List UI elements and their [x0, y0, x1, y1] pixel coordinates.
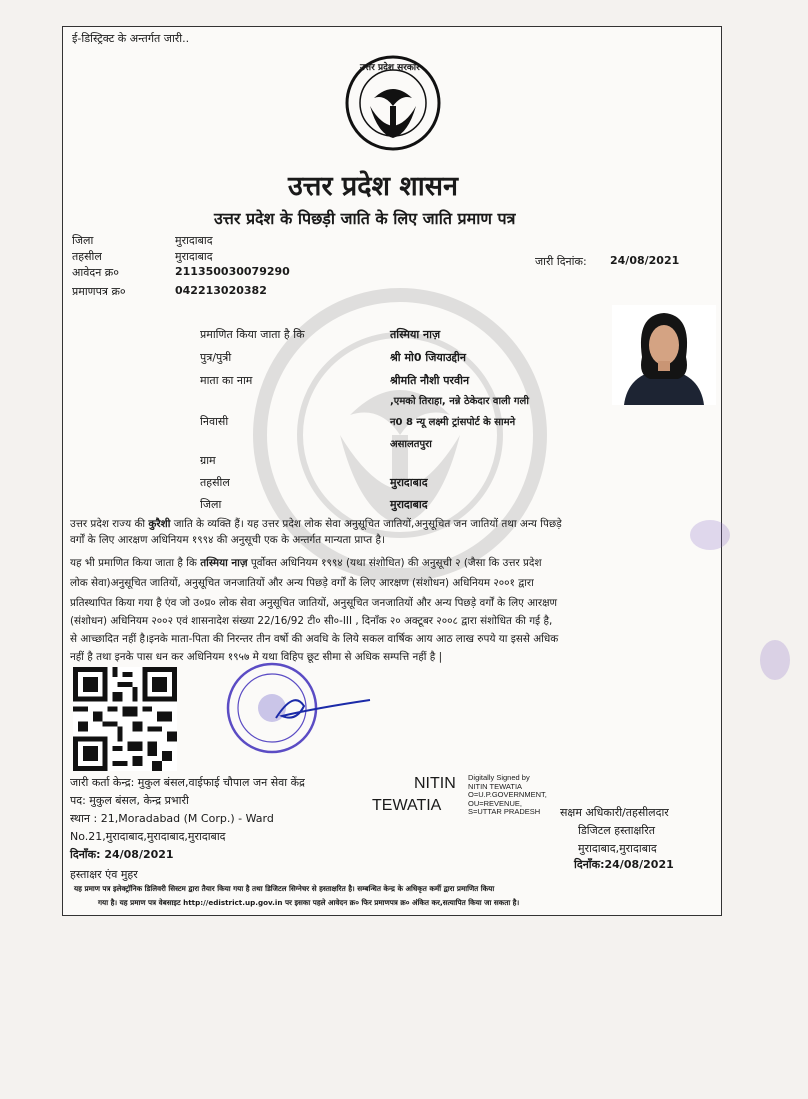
- footer-line-2: गया है। यह प्रमाण पत्र वेबसाइट http://edistrict.up.gov.in पर इसका पहले आवेदन क्र० फिर प्रमाणपत्र क्र० अंकित कर,सत्यापित किया जा सकता है।: [98, 898, 520, 907]
- resident-label: निवासी: [200, 415, 229, 428]
- certificate-label: प्रमाणपत्र क्र०: [72, 285, 126, 298]
- certified-label: प्रमाणित किया जाता है कि: [200, 328, 305, 341]
- relation-label: पुत्र/पुत्री: [200, 351, 232, 364]
- issuer-place-2: No.21,मुरादाबाद,मुरादाबाद,मुरादाबाद: [70, 830, 226, 843]
- qr-code[interactable]: [72, 667, 178, 771]
- certificate-number: 042213020382: [175, 284, 267, 297]
- authority-date: दिनाँक:24/08/2021: [574, 858, 674, 871]
- body-applicant-name: तस्मिया नाज़: [200, 557, 248, 569]
- signature-seal-label: हस्ताक्षर एंव मुहर: [70, 868, 138, 881]
- application-label: आवेदन क्र०: [72, 266, 119, 279]
- detail-tehsil-label: तहसील: [200, 476, 230, 489]
- mother-name: श्रीमति नौशी परवीन: [390, 374, 470, 387]
- detail-tehsil-value: मुरादाबाद: [390, 476, 428, 489]
- issuer-date: दिनाँक: 24/08/2021: [70, 848, 174, 861]
- page-title: उत्तर प्रदेश शासन: [288, 171, 458, 202]
- issuer-place-1: स्थान : 21,Moradabad (M Corp.) - Ward: [70, 812, 274, 825]
- page-subtitle: उत्तर प्रदेश के पिछड़ी जाति के लिए जाति प्रमाण पत्र: [214, 209, 516, 228]
- detail-district-value: मुरादाबाद: [390, 498, 428, 511]
- caste-name: कुरैशी: [148, 518, 171, 530]
- mother-label: माता का नाम: [200, 374, 253, 387]
- body-line-5: प्रतिस्थापित किया गया है एंव जो उ०प्र० लोक सेवा अनुसूचित जातियों, अनुसूचित जनजातियों और अन्य पिछड़े वर्गों के लिए आरक्षण: [70, 597, 558, 609]
- address-line-2: न0 8 न्यू लक्ष्मी ट्रांसपोर्ट के सामने: [390, 417, 516, 428]
- issuer-post: पद: मुकुल बंसल, केन्द्र प्रभारी: [70, 794, 189, 807]
- body-line-8: नहीं है तथा इनके पास धन कर अधिनियम १९५७ मे यथा विहिप छूट सीमा से अधिक सम्पत्ति नहीं है |: [70, 651, 443, 663]
- application-number: 211350030079290: [175, 265, 290, 278]
- body-line-3: यह भी प्रमाणित किया जाता है कि तस्मिया नाज़ पूर्वोक्त अधिनियम १९९४ (यथा संशोधित) की अनुसूची २ (जैसा कि उत्तर प्रदेश: [70, 557, 542, 569]
- body-line-2: वर्गों के लिए आरक्षण अधिनियम १९९४ की अनुसूची एक के अन्तर्गत मान्यता प्राप्त है।: [70, 534, 385, 546]
- authority-sign: डिजिटल हस्ताक्षरित: [578, 824, 655, 837]
- body-line-1: उत्तर प्रदेश राज्य की कुरैशी जाति के व्यक्ति हैं। यह उत्तर प्रदेश लोक सेवा अनुसूचित जातियों,अनुसूचित जन जातियों तथा अन्य पिछड़े: [70, 518, 562, 530]
- issuer-center: जारी कर्ता केन्द्र: मुकुल बंसल,वाईफाई चौपाल जन सेवा केंद्र: [70, 776, 305, 789]
- body-line-7: से आच्छादित नहीं है।इनके माता-पिता की निरन्तर तीन वर्षो की अवधि के लिये सकल वार्षिक आय आठ लाख रुपये या इससे अधिक: [70, 633, 559, 645]
- district-value: मुरादाबाद: [175, 234, 213, 247]
- body-line-4: लोक सेवा)अनुसूचित जातियों, अनुसूचित जनजातियों और अन्य पिछड़े वर्गों के लिए आरक्षण (संशोधन) अधिनियम २००१ द्वारा: [70, 577, 534, 589]
- authority-title: सक्षम अधिकारी/तहसीलदार: [560, 806, 669, 819]
- tehsil-value: मुरादाबाद: [175, 250, 213, 263]
- district-label: जिला: [72, 234, 94, 247]
- signer-name-last: TEWATIA: [372, 797, 442, 814]
- authority-place: मुरादाबाद,मुरादाबाद: [578, 842, 657, 855]
- applicant-name: तस्मिया नाज़: [390, 328, 441, 341]
- detail-district-label: जिला: [200, 498, 222, 511]
- emblem-text: उत्तर प्रदेश सरकार: [360, 63, 420, 73]
- signer-name-first: NITIN: [414, 775, 456, 792]
- tehsil-label: तहसील: [72, 250, 102, 263]
- address-line-3: असालतपुरा: [390, 439, 432, 450]
- digital-signature-details: Digitally Signed by NITIN TEWATIA O=U.P.GOVERNMENT, OU=REVENUE, S=UTTAR PRADESH: [468, 773, 547, 817]
- body-line-6: (संशोधन) अधिनियम २००२ एवं शासनादेश संख्या 22/16/92 टी० सी०-III , दिनाँक २० अक्टूबर २००८ द्वारा संशोधित की गई है,: [70, 615, 553, 627]
- issue-date-label: जारी दिनांक:: [535, 255, 587, 268]
- official-seal-stamp: [220, 660, 380, 760]
- ink-smudge: [760, 640, 790, 680]
- father-name: श्री मो0 जियाउद्दीन: [390, 351, 466, 364]
- issue-date-value: 24/08/2021: [610, 254, 680, 267]
- footer-line-1: यह प्रमाण पत्र इलेक्ट्रॉनिक डिलिवरी सिस्टम द्वारा तैयार किया गया है तथा डिजिटल सिग्नेचर से हस्ताक्षरित है। सम्बन्धित केन्द्र के अधिकृत कर्मी द्वारा प्रमाणित किया: [74, 884, 495, 893]
- village-label: ग्राम: [200, 454, 216, 467]
- header-note: ई-डिस्ट्रिक्ट के अन्तर्गत जारी..: [72, 32, 190, 45]
- applicant-photo: [612, 305, 716, 405]
- address-line-1: ,एमको तिराहा, नन्ने ठेकेदार वाली गली: [390, 396, 529, 407]
